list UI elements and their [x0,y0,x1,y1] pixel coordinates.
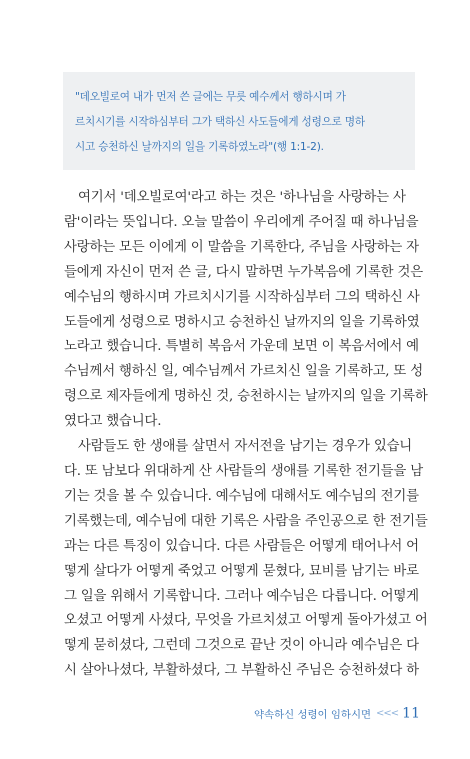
quote-line: 르치시기를 시작하심부터 그가 택하신 사도들에게 성령으로 명하 [75,116,365,128]
text-line: 떻게 묻히셨다, 그런데 그것으로 끝난 것이 아니라 예수님은 다 [64,638,419,654]
paragraph-2 [64,435,428,684]
text-line: 시 살아나셨다, 부활하셨다, 그 부활하신 주님은 승천하셨다 하 [64,663,419,679]
quote-line: "데오빌로여 내가 먼저 쓴 글에는 무릇 예수께서 행하시며 가 [75,91,346,103]
text-line: 다. 또 남보다 위대하게 산 사람들의 생애를 기록한 전기들을 남 [64,463,423,479]
paragraph-1 [64,186,428,435]
body-text [64,186,428,684]
text-line: 람'이라는 뜻입니다. 오늘 말씀이 우리에게 주어질 때 하나님을 [64,214,419,230]
scripture-quote-box [63,72,415,170]
text-line: 여기서 '데오빌로여'라고 하는 것은 '하나님을 사랑하는 사 [78,190,406,205]
text-line: 들에게 자신이 먼저 쓴 글, 다시 말하면 누가복음에 기록한 것은 [64,264,423,280]
text-line: 수님께서 행하신 일, 예수님께서 가르치신 일을 기록하고, 또 성 [64,364,423,380]
chevron-separator-icon: <<< [376,708,399,719]
text-line: 기록했는데, 예수님에 대한 기록은 사람을 주인공으로 한 전기들 [64,513,428,529]
text-line: 사람들도 한 생애를 살면서 자서전을 남기는 경우가 있습니 [78,439,413,455]
page-footer [0,703,420,722]
text-line: 기는 것을 볼 수 있습니다. 예수님에 대해서도 예수님의 전기를 [64,488,419,504]
text-line: 떻게 살다가 어떻게 죽었고 어떻게 묻혔다, 묘비를 남기는 바로 [64,563,419,579]
running-title: 약속하신 성령이 임하시면 [254,709,372,721]
text-line: 예수님의 행하시며 가르치시기를 시작하심부터 그의 택하신 사 [64,289,420,305]
text-line: 령으로 제자들에게 명하신 것, 승천하시는 날까지의 일을 기록하 [64,389,428,405]
text-line: 도들에게 성령으로 명하시고 승천하신 날까지의 일을 기록하였 [64,314,420,330]
text-line: 노라고 했습니다. 특별히 복음서 가운데 보면 이 복음서에서 예 [64,339,419,355]
text-line: 였다고 했습니다. [64,414,162,430]
page-number: 11 [402,705,420,722]
text-line: 오셨고 어떻게 사셨다, 무엇을 가르치셨고 어떻게 돌아가셨고 어 [64,613,428,629]
text-line: 사랑하는 모든 이에게 이 말씀을 기록한다, 주님을 사랑하는 자 [64,239,419,255]
text-line: 그 일을 위해서 기록합니다. 그러나 예수님은 다릅니다. 어떻게 [64,588,419,604]
quote-line: 시고 승천하신 날까지의 일을 기록하였노라"(행 1:1-2). [75,141,324,153]
text-line: 과는 다른 특징이 있습니다. 다른 사람들은 어떻게 태어나서 어 [64,538,419,554]
